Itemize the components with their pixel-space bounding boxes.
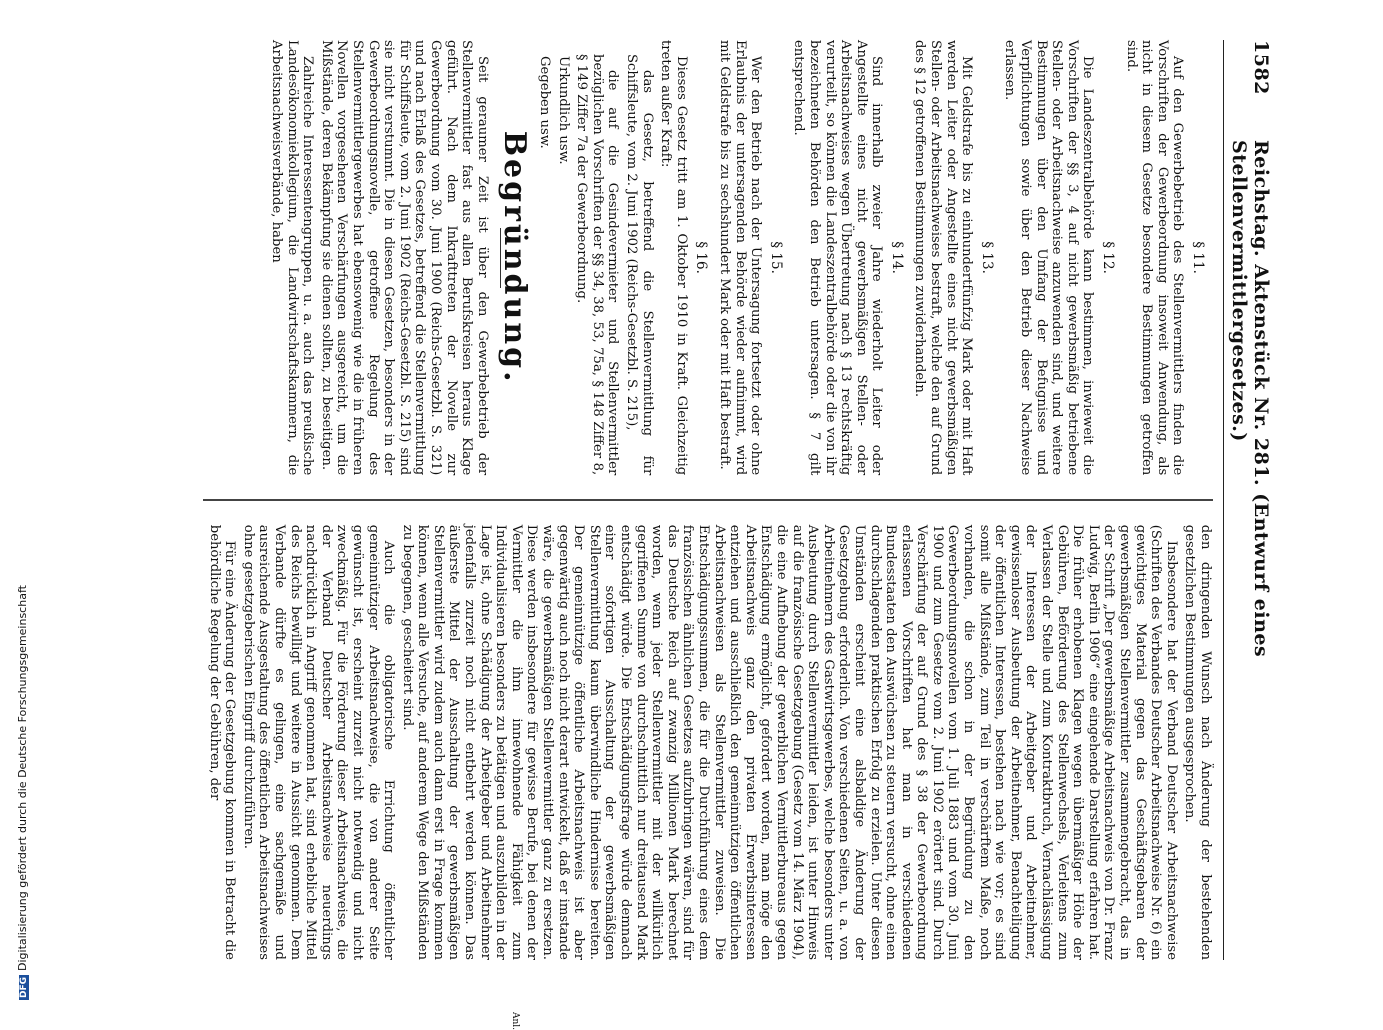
paragraph: Wer den Betrieb nach der Untersagung fortsetzt oder ohne Erlaubnis der untersagenden Behörde wieder aufnimmt, wird mit Geldstrafe bis zu sechshundert Mark oder mit Haft bestraft. <box>716 40 764 476</box>
page-header <box>1223 40 1272 960</box>
section-title-begruendung: Begründung. <box>497 130 533 385</box>
paragraph: Seit geraumer Zeit ist über den Gewerbebetrieb der Stellenvermittler fast aus allen Berufskreisen heraus Klage geführt. Nach dem Inkrafttreten der Novelle zur Gewerbeordnung vom 30. Juni 1900 (Reichs-Gesetzbl. S. 321) und nach Erlaß des Gesetzes, betreffend die Stellenvermittlung für Schiffsleute, vom 2. Juni 1902 (Reichs-Gesetzbl. S. 215) sind sie nicht verstummt. Die in diesen Gesetzen, besonders in der Gewerbeordnungsnovelle, getroffene Regelung des Stellenvermittlergewerbes hat ebensowenig wie die in früheren Novellen vorgesehenen Verschärfungen ausgereicht, um die Mißstände, deren Bekämpfung sie dienen sollten, zu beseitigen. <box>318 40 490 476</box>
column-divider <box>203 499 1213 501</box>
paragraph: Insbesondere hat der Verband Deutscher Arbeitsnachweise (Schriften des Verbandes Deutscher Arbeitsnachweise Nr. 6) ein gewichtiges Material gegen das Geschäftsgebaren der gewerbsmäßigen Stellenvermittler zusammengebracht, das in der Schrift „Der gewerbsmäßige Arbeitsnachweis von Dr. Franz Ludwig, Berlin 1906“ eine eingehende Darstellung erfahren hat. Die früher erhobenen Klagen wegen übermäßiger Höhe der Gebühren, Beförderung des Stellenwechsels, Verleitens zum Verlassen der Stelle und zum Kontraktbruch, Vernachlässigung der Interessen der Arbeitgeber und Arbeitnehmer, gewissenloser Ausbeutung der Arbeitnehmer, Benachteiligung der öffentlichen Interessen, bestehen nach wie vor; es sind somit alle Mißstände, zum Teil in verschärftem Maße, noch vorhanden, die schon in der Begründung zu den Gewerbeordnungsnovellen vom 1. Juli 1883 und vom 30. Juni 1900 und zum Gesetze vom 2. Juni 1902 erörtert sind. Durch Verschärfung der auf Grund des § 38 der Gewerbeordnung erlassenen Vorschriften hat man in verschiedenen Bundesstaaten den Auswüchsen zu steuern versucht, ohne einen durchschlagenden praktischen Erfolg zu erzielen. Unter diesen Umständen erscheint eine alsbaldige Änderung der Gesetzgebung erforderlich. Von verschiedenen Seiten, u. a. von Arbeitnehmern des Gastwirtsgewerbes, welche besonders unter Ausbeutung durch Stellenvermittler leiden, ist unter Hinweis auf die französische Gesetzgebung (Gesetz vom 14. März 1904), die eine Aufhebung der gewerblichen Vermittlerbureaus gegen Entschädigung ermöglicht, gefordert worden, man möge den Arbeitsnachweis ganz den privaten Erwerbsinteressen entziehen und ausschließlich den gemeinnützigen öffentlichen Arbeitsnachweisen als Stellenvermittler zuweisen. Die Entschädigungssummen, die für die Durchführung eines dem französischen ähnlichen Gesetzes aufzubringen wären, sind für das Deutsche Reich auf zwanzig Millionen Mark berechnet worden, wenn jeder Stellenvermittler mit der willkürlich gegriffenen Summe von durchschnittlich nur dreitausend Mark entschädigt würde. Die Entschädigungsfrage würde demnach einer sofortigen Ausschaltung der gewerbsmäßigen Stellenvermittlung kaum überwindliche Hindernisse bereiten. Der gemeinnützige öffentliche Arbeitsnachweis ist aber gegenwärtig auch noch nicht derart entwickelt, daß er imstande wäre, die gewerbsmäßigen Stellenvermittler ganz zu ersetzen. Diese werden insbesondere für gewisse Berufe, bei denen der Vermittler die ihm innewohnende Fähigkeit zum Individualisieren besonders zu betätigen und auszubilden in der Lage ist, ohne Schädigung der Arbeitgeber und Arbeitnehmer jedenfalls zurzeit noch nicht entbehrt werden können. Das äußerste Mittel der Ausschaltung der gewerbsmäßigen Stellenvermittler wird zudem auch dann erst in Frage kommen können, wenn alle Versuche, auf anderem Wege den Mißständen zu begegnen, gescheitert sind. <box>399 524 1179 960</box>
section-heading: § 16. <box>693 241 710 274</box>
paragraph: die auf die Gesindevermieter und Stellenvermittler bezüglichen Vorschriften der §§ 34, 38, 53, 75a, § 148 Ziffer 8, § 149 Ziffer 7a der Gewerbeordnung. <box>574 54 621 476</box>
section-heading: § 15. <box>767 241 784 274</box>
paragraph: Sind innerhalb zweier Jahre wiederholt Leiter oder Angestellte eines nicht gewerbsmäßigen Stellen- oder Arbeitsnachweises wegen Übertretung nach § 13 rechtskräftig verurteilt, so können die Landeszentralbehörde oder die von ihr bezeichneten Behörden den Betrieb untersagen. § 7 gilt entsprechend. <box>791 40 885 476</box>
section-heading: § 14. <box>888 241 905 274</box>
paragraph: Für eine Änderung der Gesetzgebung kommen in Betracht die behördliche Regelung der Gebühren, der <box>206 524 238 960</box>
section-heading: § 11. <box>1190 241 1206 274</box>
paragraph: Zahlreiche Interessentengruppen, u. a. auch das preußische Landesökonomiekollegium, die Landwirtschaftskammern, die Arbeitsnachweisverbände, haben <box>269 40 316 476</box>
paragraph: das Gesetz, betreffend die Stellenvermittlung für Schiffsleute, vom 2. Juni 1902 (Reichs-Gesetzbl. S. 215), <box>624 54 655 476</box>
page-title: Reichstag. Aktenstück Nr. 281. (Entwurf eines Stellenvermittlergesetzes.) <box>1228 140 1272 658</box>
paragraph: Dieses Gesetz tritt am 1. Oktober 1910 in Kraft. Gleichzeitig treten außer Kraft: <box>658 40 689 476</box>
text-columns <box>203 40 1213 960</box>
paragraph: Mit Geldstrafe bis zu einhundertfünfzig Mark oder mit Haft werden Leiter oder Angestellte eines nicht gewerbsmäßigen Stellen- oder Arbeitsnachweises bestraft, welche den auf Grund des § 12 getroffenen Bestimmungen zuwiderhandeln. <box>912 40 975 476</box>
section-heading: § 12. <box>1100 241 1117 274</box>
page-number: 1582 <box>1250 40 1272 95</box>
footer <box>0 0 29 1000</box>
paragraph: den dringenden Wunsch nach Änderung der bestehenden gesetzlichen Bestimmungen ausgesprochen. <box>1182 524 1213 960</box>
right-column <box>203 525 1213 960</box>
funding-text: Digitalisierung gefördert durch die Deutsche Forschungsgemeinschaft <box>16 585 29 971</box>
funding-notice <box>16 0 29 1000</box>
left-column <box>203 40 1213 475</box>
closing-line: Gegeben usw. <box>537 56 553 149</box>
paragraph: Auf den Gewerbebetrieb des Stellenvermittlers finden die Vorschriften der Gewerbeordnung insoweit Anwendung, als nicht in diesem Gesetze besondere Bestimmungen getroffen sind. <box>1123 40 1186 476</box>
margin-note: Anl. <box>510 1011 520 1030</box>
closing-line: Urkundlich usw. <box>555 56 571 165</box>
paragraph: Auch die obligatorische Errichtung öffentlicher gemeinnütziger Arbeitsnachweise, die von anderer Seite gewünscht ist, erscheint zurzeit nicht notwendig und nicht zweckmäßig. Für die Förderung dieser Arbeitsnachweise, die der Verband Deutscher Arbeitsnachweise neuerdings nachdrücklich in Angriff genommen hat, sind erhebliche Mittel des Reichs bewilligt und weitere in Aussicht genommen. Dem Verbande dürfte es gelingen, eine sachgemäße und ausreichende Ausgestaltung des öffentlichen Arbeitsnachweises ohne gesetzgeberischen Eingriff durchzuführen. <box>240 524 397 960</box>
section-heading: § 13. <box>978 241 995 274</box>
dfg-logo: DFG <box>19 976 29 998</box>
paragraph: Die Landeszentralbehörde kann bestimmen, inwieweit die Vorschriften der §§ 3, 4 auf nicht gewerbsmäßig betriebene Stellen- oder Arbeitsnachweise anzuwenden sind, und weitere Bestimmungen über den Umfang der Befugnisse und Verpflichtungen sowie über den Betrieb dieser Nachweise erlassen. <box>1002 40 1096 476</box>
